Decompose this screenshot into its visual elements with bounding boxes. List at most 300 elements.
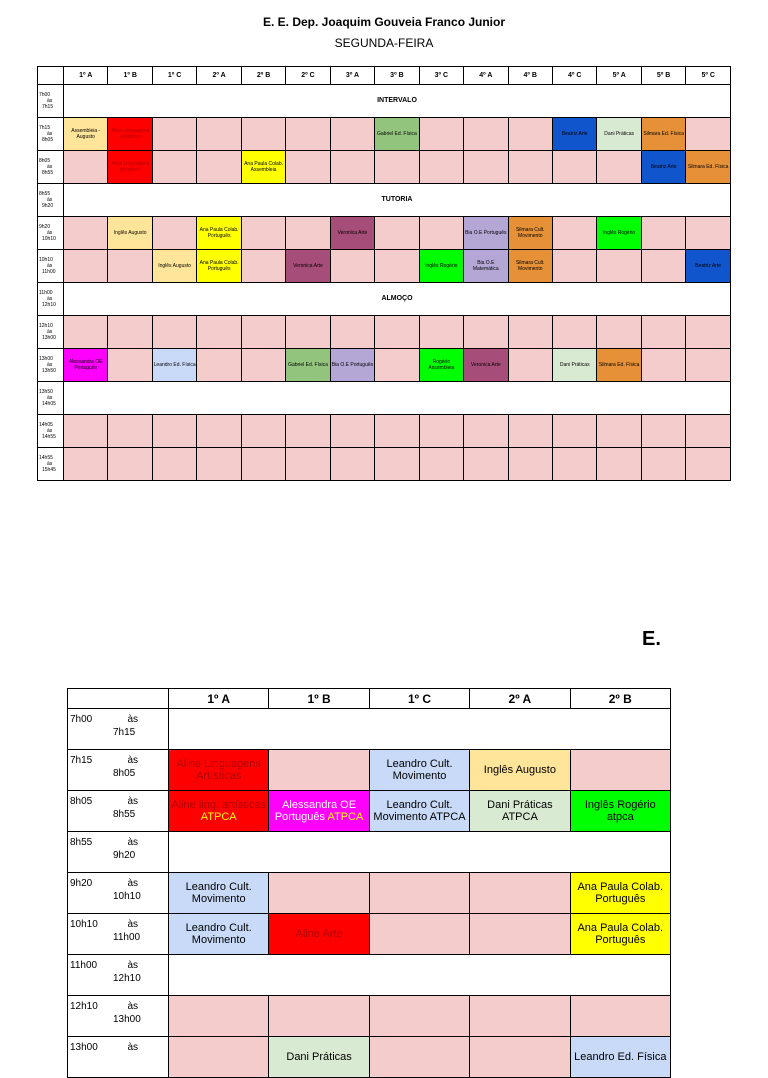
schedule-cell[interactable] <box>570 791 670 832</box>
time-part: 11h00 <box>113 932 141 943</box>
cell-text: Leandro Cult. Movimento <box>185 881 252 905</box>
schedule-cell[interactable] <box>508 349 552 382</box>
schedule-cell[interactable] <box>552 118 596 151</box>
cell-text: Leandro Cult. Movimento <box>386 758 453 782</box>
schedule-cell[interactable] <box>286 349 330 382</box>
schedule-cell[interactable] <box>286 217 330 250</box>
schedule-cell[interactable] <box>597 250 641 283</box>
time-part: às <box>127 837 138 848</box>
time-part: às <box>47 461 53 467</box>
schedule-cell[interactable] <box>470 750 570 791</box>
cell-text: Assembleia - Augusto <box>71 128 101 140</box>
schedule-cell[interactable] <box>64 448 108 481</box>
cell-text: Veronica Arte <box>337 230 368 236</box>
schedule-cell[interactable] <box>169 873 269 914</box>
schedule-cell[interactable] <box>419 448 463 481</box>
schedule-cell[interactable] <box>570 996 670 1037</box>
schedule-cell[interactable] <box>470 996 570 1037</box>
schedule-cell[interactable] <box>686 118 731 151</box>
schedule-cell[interactable] <box>375 118 419 151</box>
column-header: 4º C <box>552 67 596 85</box>
schedule-cell[interactable] <box>330 415 374 448</box>
schedule-cell[interactable] <box>464 316 508 349</box>
break-row-label: ALMOÇO <box>64 283 731 316</box>
column-header: 5º A <box>597 67 641 85</box>
schedule-cell[interactable] <box>419 250 463 283</box>
schedule-cell[interactable] <box>108 151 152 184</box>
schedule-cell[interactable] <box>552 448 596 481</box>
schedule-cell[interactable] <box>108 415 152 448</box>
time-cell <box>38 151 64 184</box>
cell-text: Dani Práticas ATPCA <box>487 799 553 823</box>
time-part: às <box>47 395 53 401</box>
schedule-cell[interactable] <box>641 118 685 151</box>
schedule-cell[interactable] <box>552 316 596 349</box>
time-part: às <box>47 164 53 170</box>
schedule-cell[interactable] <box>375 217 419 250</box>
cell-text: Aline ling. artísticas <box>171 799 267 811</box>
schedule-cell[interactable] <box>597 118 641 151</box>
time-cell <box>68 791 169 832</box>
time-part: 13h00 <box>113 1014 141 1025</box>
column-header: 4º A <box>464 67 508 85</box>
schedule-cell[interactable] <box>369 1037 469 1078</box>
cell-text: Ana Paula Colab. Português <box>199 227 239 239</box>
schedule-cell[interactable] <box>508 250 552 283</box>
schedule-cell[interactable] <box>64 316 108 349</box>
corner-header <box>38 67 64 85</box>
schedule-table-monday <box>37 66 731 481</box>
time-part: 10h10 <box>70 919 98 930</box>
schedule-cell[interactable] <box>686 415 731 448</box>
schedule-cell[interactable] <box>152 349 196 382</box>
column-header: 4º B <box>508 67 552 85</box>
schedule-cell[interactable] <box>169 914 269 955</box>
schedule-cell[interactable] <box>508 217 552 250</box>
schedule-cell[interactable] <box>369 750 469 791</box>
schedule-cell[interactable] <box>464 217 508 250</box>
time-cell <box>38 118 64 151</box>
schedule-cell[interactable] <box>152 250 196 283</box>
schedule-cell[interactable] <box>286 448 330 481</box>
schedule-cell[interactable] <box>152 118 196 151</box>
cell-text: Dani Práticas <box>559 362 590 368</box>
column-header: 1º B <box>108 67 152 85</box>
schedule-cell[interactable] <box>508 316 552 349</box>
schedule-cell[interactable] <box>330 217 374 250</box>
time-part: às <box>47 329 53 335</box>
cell-text: Dani Práticas <box>604 131 635 137</box>
schedule-cell[interactable] <box>197 415 241 448</box>
schedule-cell[interactable] <box>269 996 369 1037</box>
cell-text: Inglês Augusto <box>113 230 147 236</box>
cell-text: Bia O.E Português <box>331 362 374 368</box>
schedule-cell[interactable] <box>197 118 241 151</box>
table-row <box>38 85 731 118</box>
schedule-cell[interactable] <box>269 750 369 791</box>
time-part: 14h05 <box>39 422 53 428</box>
schedule-cell[interactable] <box>641 349 685 382</box>
schedule-table-second <box>67 688 671 1078</box>
table-row <box>68 955 671 996</box>
time-part: 12h10 <box>39 323 53 329</box>
time-cell <box>38 283 64 316</box>
schedule-cell[interactable] <box>419 415 463 448</box>
schedule-cell[interactable] <box>597 448 641 481</box>
cell-text: Veronica Arte <box>470 362 501 368</box>
cell-text: Bia O.E Português <box>465 230 507 236</box>
schedule-cell[interactable] <box>269 1037 369 1078</box>
schedule-cell[interactable] <box>508 415 552 448</box>
table-row <box>38 184 731 217</box>
table-header-row <box>38 67 731 85</box>
time-part: 7h00 <box>70 714 93 725</box>
schedule-cell[interactable] <box>64 217 108 250</box>
table-row <box>38 151 731 184</box>
schedule-cell[interactable] <box>552 151 596 184</box>
schedule-cell[interactable] <box>470 873 570 914</box>
schedule-cell[interactable] <box>597 349 641 382</box>
time-part: às <box>127 919 138 930</box>
cell-text: Inglês Rogério <box>425 263 458 269</box>
schedule-cell[interactable] <box>197 316 241 349</box>
schedule-cell[interactable] <box>641 415 685 448</box>
time-part: 8h05 <box>113 768 136 779</box>
time-part: 8h05 <box>39 158 51 164</box>
schedule-cell[interactable] <box>686 217 731 250</box>
schedule-cell[interactable] <box>470 914 570 955</box>
schedule-cell[interactable] <box>64 250 108 283</box>
second-page-title: E. <box>642 628 661 650</box>
school-title: E. E. Dep. Joaquim Gouveia Franco Junior <box>262 15 506 29</box>
schedule-cell[interactable] <box>419 349 463 382</box>
time-part: 14h55 <box>39 455 53 461</box>
cell-accent-text: ATPCA <box>200 811 237 823</box>
time-part: 13h00 <box>70 1042 98 1053</box>
break-row-label <box>64 382 731 415</box>
time-part: 8h55 <box>42 170 54 176</box>
schedule-cell[interactable] <box>470 1037 570 1078</box>
schedule-cell[interactable] <box>686 448 731 481</box>
schedule-cell[interactable] <box>108 118 152 151</box>
schedule-cell[interactable] <box>641 217 685 250</box>
time-part: 13h00 <box>42 335 56 341</box>
schedule-cell[interactable] <box>641 448 685 481</box>
cell-text: Ana Paula Colab. Assembleia <box>244 161 283 173</box>
time-cell <box>38 217 64 250</box>
cell-text: Leandro Cult. Movimento <box>185 922 252 946</box>
column-header: 1º A <box>169 689 269 709</box>
schedule-cell[interactable] <box>552 415 596 448</box>
schedule-cell[interactable] <box>597 217 641 250</box>
schedule-cell[interactable] <box>570 914 670 955</box>
time-part: às <box>127 1001 138 1012</box>
column-header: 1º C <box>152 67 196 85</box>
schedule-cell[interactable] <box>552 349 596 382</box>
schedule-cell[interactable] <box>286 250 330 283</box>
schedule-cell[interactable] <box>197 448 241 481</box>
time-part: às <box>47 230 53 236</box>
schedule-cell[interactable] <box>152 316 196 349</box>
cell-text: Inglês Augusto <box>483 764 556 776</box>
cell-text: Ana Paula Colab. Português <box>577 922 664 946</box>
schedule-cell[interactable] <box>108 250 152 283</box>
table-row <box>68 750 671 791</box>
schedule-cell[interactable] <box>286 415 330 448</box>
schedule-cell[interactable] <box>152 151 196 184</box>
schedule-cell[interactable] <box>269 914 369 955</box>
schedule-cell[interactable] <box>108 448 152 481</box>
time-part: às <box>47 131 53 137</box>
table-row <box>38 349 731 382</box>
schedule-cell[interactable] <box>241 448 285 481</box>
schedule-cell[interactable] <box>108 217 152 250</box>
table-row <box>38 283 731 316</box>
schedule-cell[interactable] <box>197 349 241 382</box>
time-part: às <box>127 878 138 889</box>
time-part: às <box>127 755 138 766</box>
time-part: 12h10 <box>113 973 141 984</box>
schedule-cell[interactable] <box>464 349 508 382</box>
cell-text: Dani Práticas <box>286 1051 352 1063</box>
time-part: às <box>47 362 53 368</box>
schedule-cell[interactable] <box>375 448 419 481</box>
schedule-cell[interactable] <box>470 791 570 832</box>
cell-text: Leandro Cult. Movimento ATPCA <box>373 799 466 823</box>
schedule-cell[interactable] <box>464 250 508 283</box>
time-cell <box>68 873 169 914</box>
time-cell <box>38 349 64 382</box>
schedule-cell[interactable] <box>369 791 469 832</box>
schedule-cell[interactable] <box>464 415 508 448</box>
table-row <box>68 914 671 955</box>
schedule-cell[interactable] <box>419 118 463 151</box>
time-part: 10h10 <box>39 257 53 263</box>
cell-text: Gabriel Ed. Física <box>377 131 417 137</box>
schedule-cell[interactable] <box>597 316 641 349</box>
time-part: 8h05 <box>42 137 54 143</box>
cell-text: Aline Linguagens Artísticas <box>110 128 150 140</box>
cell-text: Bia O.E Matemática <box>472 260 499 272</box>
schedule-cell[interactable] <box>169 750 269 791</box>
schedule-cell[interactable] <box>286 151 330 184</box>
schedule-cell[interactable] <box>686 349 731 382</box>
schedule-cell[interactable] <box>64 151 108 184</box>
break-row-label <box>169 832 671 873</box>
schedule-cell[interactable] <box>686 151 731 184</box>
schedule-cell[interactable] <box>169 1037 269 1078</box>
schedule-cell[interactable] <box>286 316 330 349</box>
time-part: 11h00 <box>42 269 56 275</box>
table-row <box>68 709 671 750</box>
column-header: 1º C <box>369 689 469 709</box>
schedule-cell[interactable] <box>464 151 508 184</box>
schedule-cell[interactable] <box>686 250 731 283</box>
cell-text: Inglês Augusto <box>158 263 192 269</box>
schedule-cell[interactable] <box>686 316 731 349</box>
column-header: 2º A <box>197 67 241 85</box>
column-header: 3º B <box>375 67 419 85</box>
cell-text: Aline Linguagens Artísticas <box>110 161 150 173</box>
table-row <box>68 873 671 914</box>
schedule-cell[interactable] <box>169 996 269 1037</box>
schedule-cell[interactable] <box>419 151 463 184</box>
time-part: 7h15 <box>42 104 54 110</box>
schedule-cell[interactable] <box>508 448 552 481</box>
schedule-cell[interactable] <box>241 118 285 151</box>
schedule-cell[interactable] <box>375 250 419 283</box>
time-part: 11h00 <box>70 960 98 971</box>
time-cell <box>68 832 169 873</box>
schedule-cell[interactable] <box>508 118 552 151</box>
table-row <box>38 250 731 283</box>
schedule-cell[interactable] <box>197 250 241 283</box>
column-header: 1º B <box>269 689 369 709</box>
table-row <box>68 996 671 1037</box>
schedule-cell[interactable] <box>64 349 108 382</box>
cell-text: Veronica Arte <box>293 263 323 269</box>
time-part: às <box>47 296 53 302</box>
schedule-cell[interactable] <box>64 415 108 448</box>
time-cell <box>68 996 169 1037</box>
schedule-cell[interactable] <box>369 873 469 914</box>
schedule-cell[interactable] <box>241 151 285 184</box>
time-part: 14h55 <box>42 434 56 440</box>
time-part: 9h20 <box>113 850 136 861</box>
schedule-cell[interactable] <box>241 415 285 448</box>
cell-text: Ana Paula Colab. Português <box>577 881 664 905</box>
cell-text: Leandro Ed. Física <box>574 1051 667 1063</box>
schedule-cell[interactable] <box>152 217 196 250</box>
table-row <box>38 415 731 448</box>
schedule-cell[interactable] <box>241 217 285 250</box>
time-cell <box>68 955 169 996</box>
time-part: 10h10 <box>42 236 56 242</box>
schedule-cell[interactable] <box>464 448 508 481</box>
time-cell <box>68 709 169 750</box>
table-row <box>38 316 731 349</box>
table-header-row <box>68 689 671 709</box>
time-cell <box>38 415 64 448</box>
cell-text: Silmara Ed. Física <box>598 362 640 368</box>
schedule-cell[interactable] <box>269 873 369 914</box>
time-part: 13h00 <box>39 356 53 362</box>
cell-text: Gabriel Ed. Física <box>288 362 328 368</box>
time-part: às <box>47 263 53 269</box>
schedule-cell[interactable] <box>169 791 269 832</box>
column-header: 2º A <box>470 689 570 709</box>
time-part: 11h00 <box>39 290 53 296</box>
time-part: 8h55 <box>113 809 136 820</box>
cell-text: Beatriz Arte <box>695 263 722 269</box>
time-part: 9h20 <box>42 203 54 209</box>
schedule-cell[interactable] <box>241 349 285 382</box>
schedule-cell[interactable] <box>419 316 463 349</box>
column-header: 2º C <box>286 67 330 85</box>
schedule-cell[interactable] <box>330 448 374 481</box>
schedule-cell[interactable] <box>597 151 641 184</box>
schedule-cell[interactable] <box>241 250 285 283</box>
schedule-cell[interactable] <box>464 118 508 151</box>
schedule-cell[interactable] <box>330 250 374 283</box>
schedule-cell[interactable] <box>570 1037 670 1078</box>
schedule-cell[interactable] <box>152 415 196 448</box>
cell-text: Beatriz Arte <box>561 131 588 137</box>
cell-text: Rogério Assembleia <box>428 359 455 371</box>
time-part: 7h00 <box>39 92 51 98</box>
corner-header <box>68 689 169 709</box>
time-part: 8h55 <box>39 191 51 197</box>
schedule-cell[interactable] <box>108 316 152 349</box>
schedule-cell[interactable] <box>369 914 469 955</box>
break-row-label <box>169 709 671 750</box>
schedule-cell[interactable] <box>641 151 685 184</box>
schedule-cell[interactable] <box>64 118 108 151</box>
schedule-cell[interactable] <box>152 448 196 481</box>
schedule-cell[interactable] <box>369 996 469 1037</box>
time-part: 9h20 <box>39 224 51 230</box>
schedule-cell[interactable] <box>197 151 241 184</box>
schedule-cell[interactable] <box>269 791 369 832</box>
column-header: 2º B <box>570 689 670 709</box>
schedule-cell[interactable] <box>108 349 152 382</box>
schedule-cell[interactable] <box>375 415 419 448</box>
schedule-cell[interactable] <box>552 217 596 250</box>
schedule-cell[interactable] <box>508 151 552 184</box>
schedule-cell[interactable] <box>375 151 419 184</box>
schedule-cell[interactable] <box>241 316 285 349</box>
time-cell <box>38 382 64 415</box>
time-part: às <box>127 714 138 725</box>
time-cell <box>38 250 64 283</box>
cell-text: Silmara Cult. Movimento <box>515 260 545 272</box>
column-header: 2º B <box>241 67 285 85</box>
table-row <box>68 1037 671 1078</box>
schedule-cell[interactable] <box>375 349 419 382</box>
time-cell <box>68 1037 169 1078</box>
cell-text: Silmara Ed. Física <box>643 131 684 137</box>
time-part: 10h10 <box>113 891 141 902</box>
column-header: 5º C <box>686 67 731 85</box>
schedule-cell[interactable] <box>197 217 241 250</box>
time-part: às <box>127 796 138 807</box>
time-part: 14h05 <box>42 401 56 407</box>
cell-text: Beatriz Arte <box>650 164 677 170</box>
cell-text: Silmara Ed. Física <box>687 164 729 170</box>
time-part: 12h10 <box>70 1001 98 1012</box>
schedule-cell[interactable] <box>419 217 463 250</box>
schedule-cell[interactable] <box>597 415 641 448</box>
cell-text: Inglês Rogério atpca <box>584 799 656 823</box>
time-part: 7h15 <box>39 125 51 131</box>
schedule-cell[interactable] <box>641 316 685 349</box>
schedule-cell[interactable] <box>330 316 374 349</box>
schedule-cell[interactable] <box>570 873 670 914</box>
schedule-cell[interactable] <box>330 349 374 382</box>
schedule-cell[interactable] <box>286 118 330 151</box>
schedule-cell[interactable] <box>375 316 419 349</box>
table-row <box>38 118 731 151</box>
time-part: 13h50 <box>39 389 53 395</box>
time-cell <box>68 914 169 955</box>
schedule-cell[interactable] <box>552 250 596 283</box>
schedule-cell[interactable] <box>330 151 374 184</box>
schedule-cell[interactable] <box>641 250 685 283</box>
schedule-cell[interactable] <box>570 750 670 791</box>
schedule-cell[interactable] <box>330 118 374 151</box>
column-header: 3º C <box>419 67 463 85</box>
time-part: 7h15 <box>70 755 93 766</box>
